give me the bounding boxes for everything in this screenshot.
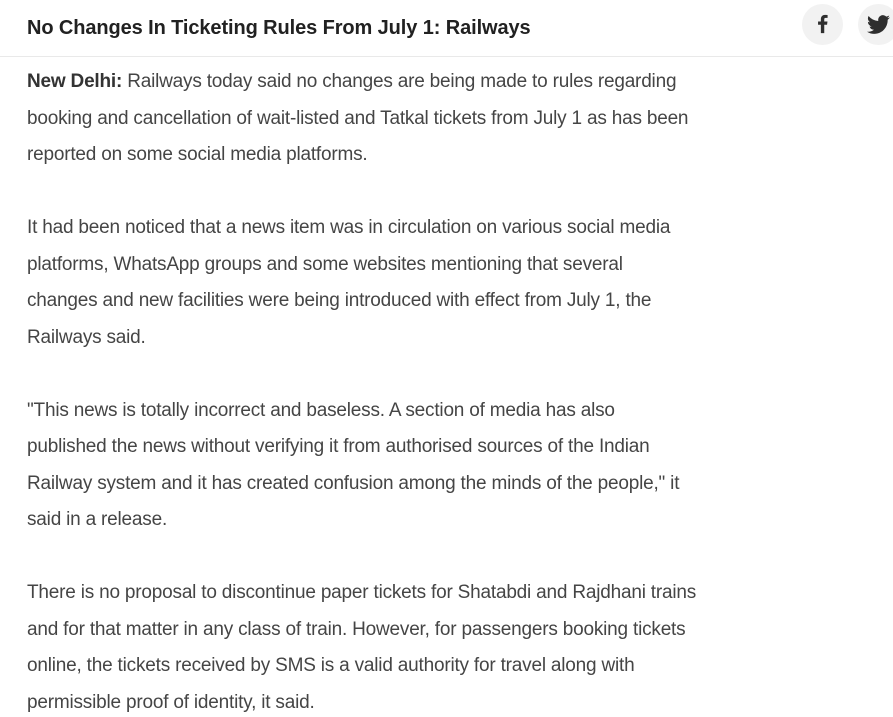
- text-line: permissible proof of identity, it said.: [27, 691, 315, 713]
- article-title: No Changes In Ticketing Rules From July 1: Railways: [27, 17, 531, 39]
- text-line: Railway system and it has created confusion among the minds of the people," it: [27, 472, 680, 494]
- text-line: It had been noticed that a news item was in circulation on various social media: [27, 217, 671, 238]
- text-line: reported on some social media platforms.: [27, 144, 368, 165]
- text-line: said in a release.: [27, 509, 168, 530]
- text-line: booking and cancellation of wait-listed and Tatkal tickets from July 1 as has been: [27, 107, 689, 129]
- facebook-share-button[interactable]: [802, 4, 843, 45]
- text-line: published the news without verifying it from authorised sources of the Indian: [27, 436, 650, 457]
- facebook-icon: [812, 13, 834, 35]
- paragraph-2: [27, 210, 866, 356]
- text-line-content: Railways today said no changes are being made to rules regarding: [127, 71, 677, 92]
- article-header: [0, 0, 893, 57]
- twitter-icon: [867, 13, 890, 36]
- text-line: Railways said.: [27, 326, 146, 348]
- text-line: [27, 64, 866, 101]
- twitter-share-button[interactable]: [858, 4, 893, 45]
- paragraph-1: [27, 64, 866, 174]
- text-line: online, the tickets received by SMS is a valid authority for travel along with: [27, 655, 635, 676]
- paragraph-4: [27, 575, 866, 717]
- text-line: changes and new facilities were being introduced with effect from July 1, the: [27, 290, 652, 311]
- social-share-bar: [802, 4, 893, 45]
- dateline: New Delhi:: [27, 71, 123, 92]
- text-line: and for that matter in any class of train. However, for passengers booking tickets: [27, 618, 686, 640]
- paragraph-3: [27, 393, 866, 539]
- article-body: [0, 57, 893, 717]
- text-line: platforms, WhatsApp groups and some websites mentioning that several: [27, 253, 623, 275]
- text-line: There is no proposal to discontinue paper tickets for Shatabdi and Rajdhani trains: [27, 582, 697, 603]
- text-line: "This news is totally incorrect and baseless. A section of media has also: [27, 399, 615, 421]
